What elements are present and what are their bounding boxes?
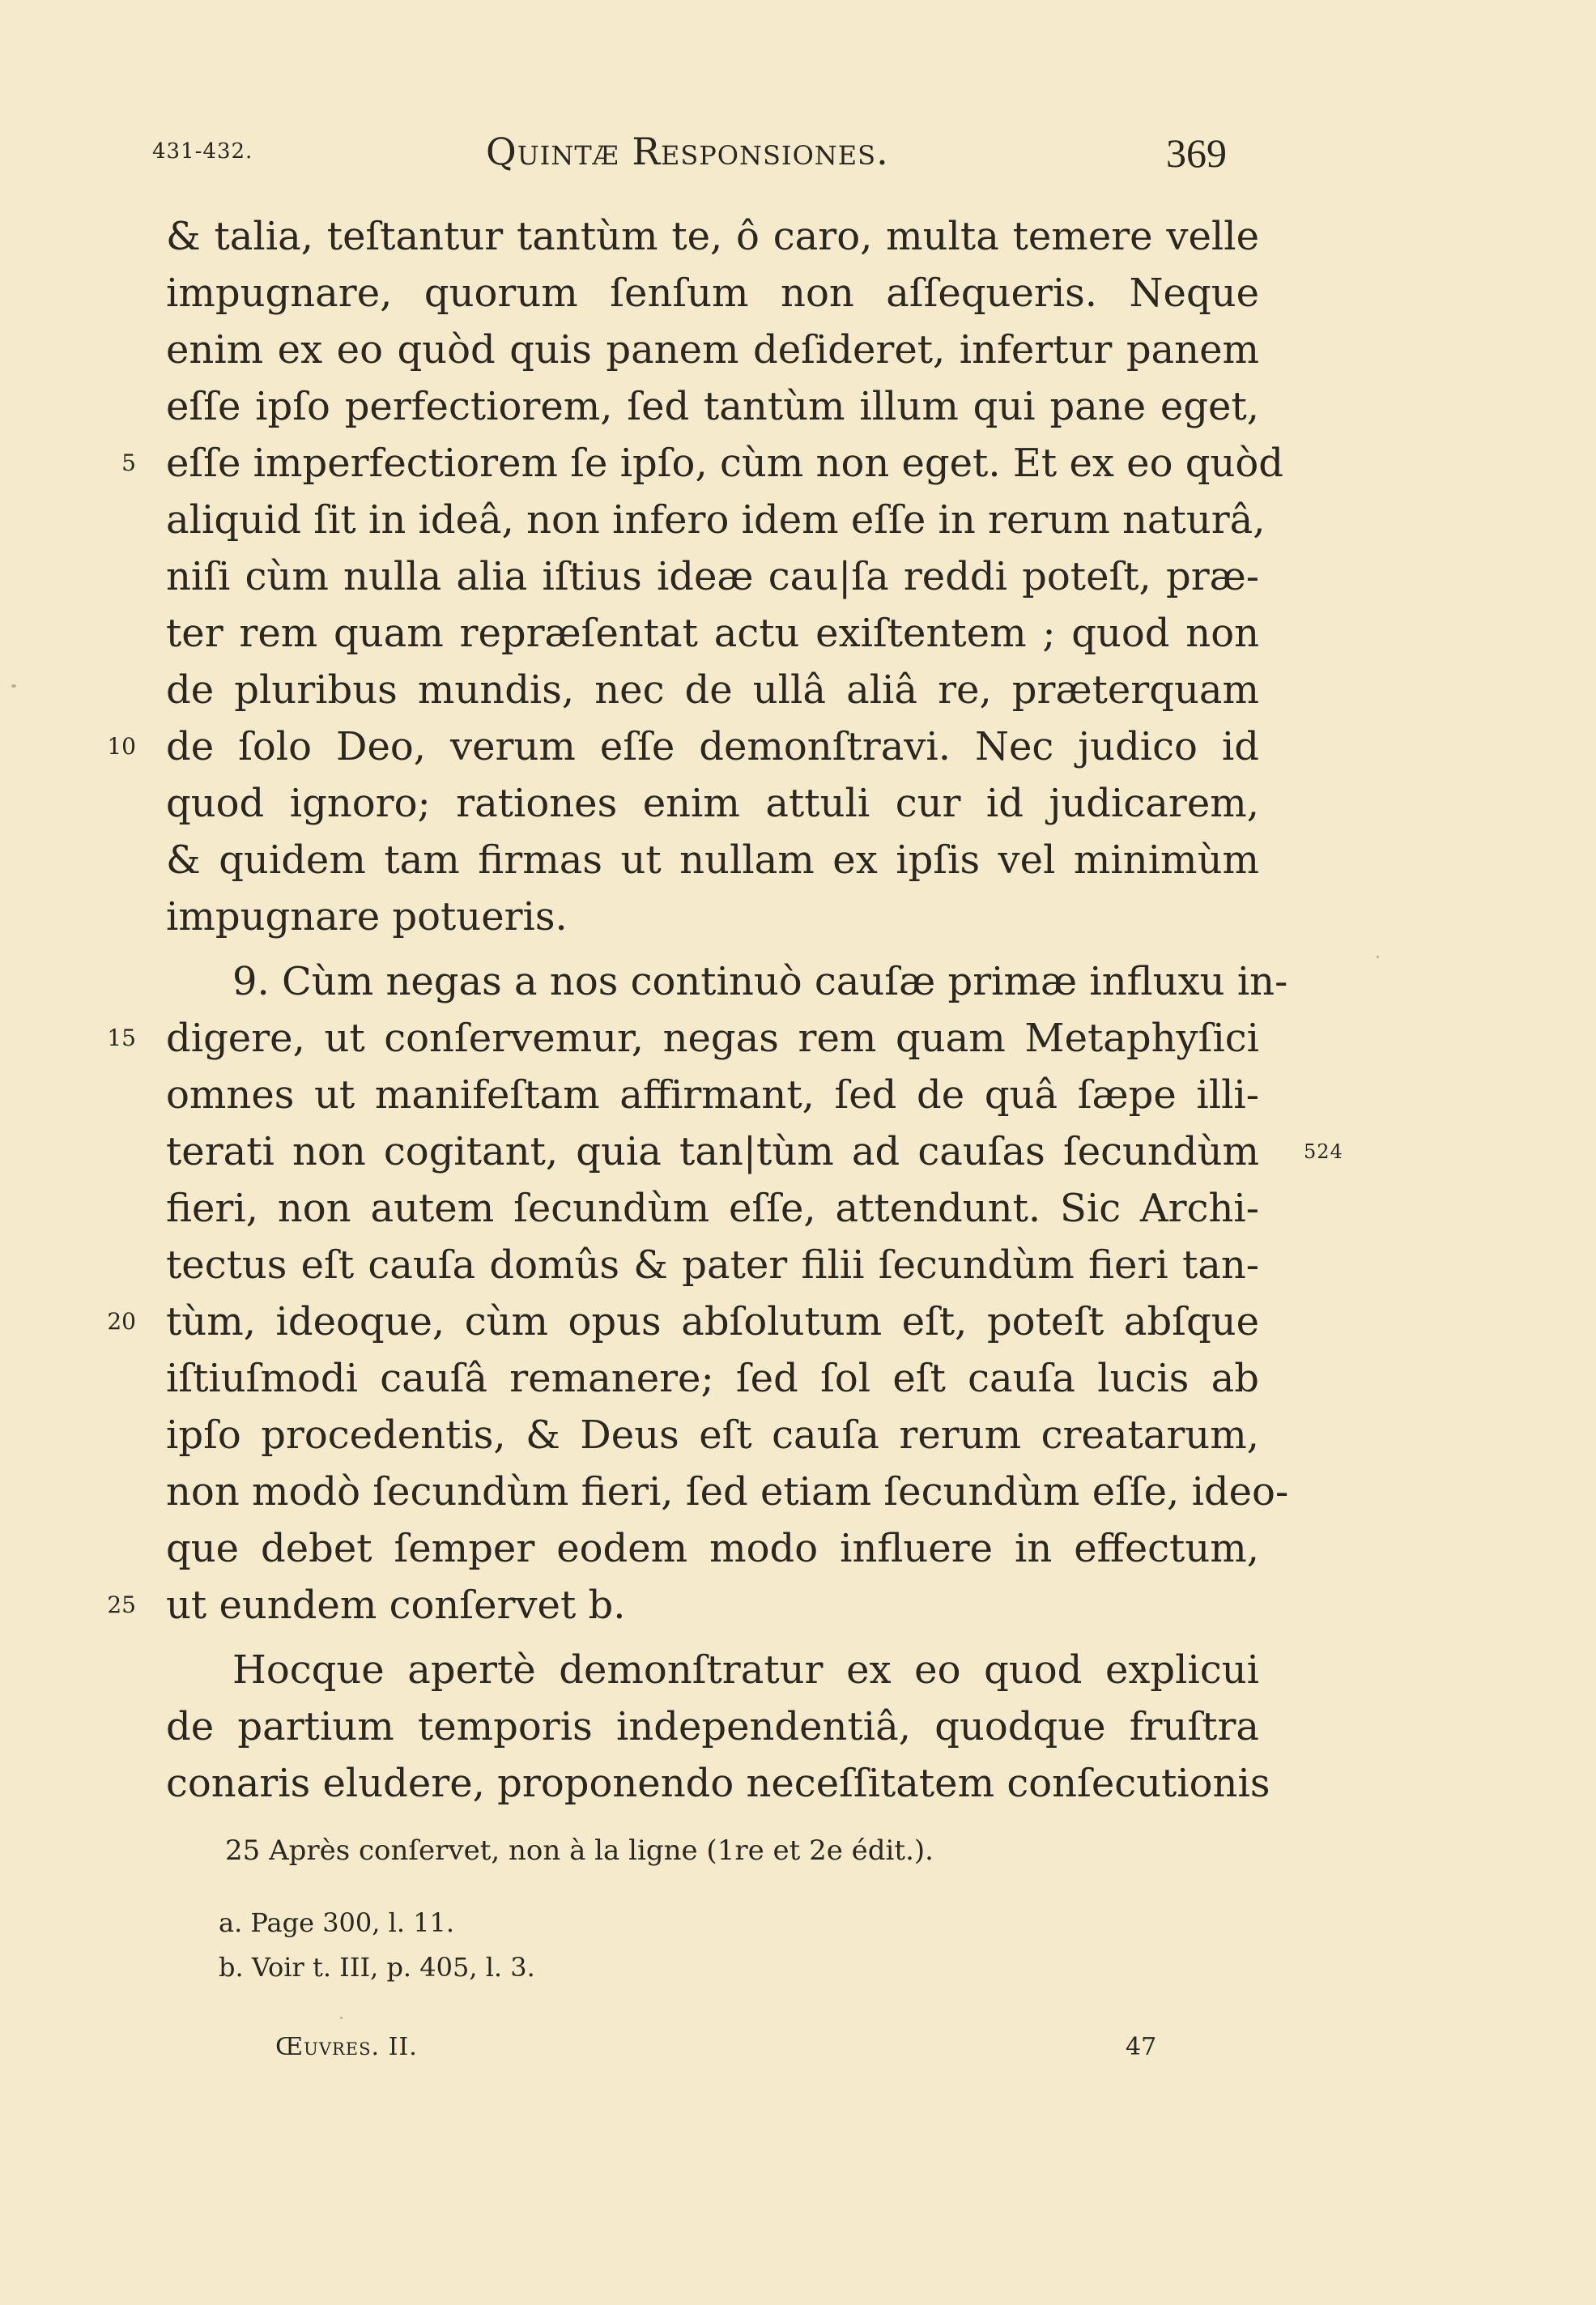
page-number: 369 (1166, 130, 1227, 176)
text-line: ipſo procedentis, & Deus eſt cauſa rerum creatarum, (166, 1412, 1259, 1458)
text-line: eſſe ipſo perfectiorem, ſed tantùm illum qui pane eget, (166, 384, 1259, 429)
footnote-a: a. Page 300, l. 11. (219, 1907, 455, 1938)
text-line: & quidem tam firmas ut nullam ex ipſis vel minimùm (166, 837, 1259, 883)
text-line: fieri, non autem ſecundùm eſſe, attendunt. Sic Archi- (166, 1186, 1259, 1231)
text-line: terati non cogitant, quia tan|tùm ad cauſas ſecundùm (166, 1129, 1259, 1174)
text-line: Hocque apertè demonſtratur ex eo quod explicui (232, 1647, 1259, 1693)
running-head (0, 130, 1596, 178)
margin-page-reference: 524 (1304, 1140, 1343, 1163)
signature-label: Œuvres. II. (275, 2033, 418, 2061)
line-number: 20 (107, 1308, 136, 1335)
text-line: ter rem quam repræſentat actu exiſtentem ; quod non (166, 611, 1259, 656)
text-line: conaris eludere, proponendo neceſſitatem conſecutionis (166, 1761, 1270, 1806)
text-line: iſtiuſmodi cauſâ remanere; ſed ſol eſt cauſa lucis ab (166, 1356, 1259, 1401)
text-line: enim ex eo quòd quis panem deſideret, infertur panem (166, 327, 1259, 373)
variant-note: 25 Après conſervet, non à la ligne (1re et 2e édit.). (225, 1834, 934, 1867)
text-line: & talia, teſtantur tantùm te, ô caro, multa temere velle (166, 214, 1259, 259)
text-line: ut eundem conſervet b. (166, 1583, 626, 1628)
text-line: quod ignoro; rationes enim attuli cur id judicarem, (166, 781, 1259, 826)
line-number: 10 (107, 733, 136, 760)
text-line: tectus eſt cauſa domûs & pater filii ſecundùm fieri tan- (166, 1242, 1259, 1288)
text-line: omnes ut manifeſtam affirmant, ſed de quâ ſæpe illi- (166, 1072, 1259, 1118)
text-line: eſſe imperfectiorem ſe ipſo, cùm non eget. Et ex eo quòd (166, 441, 1283, 486)
line-number: 25 (107, 1591, 136, 1618)
text-line: de ſolo Deo, verum eſſe demonſtravi. Nec judico id (166, 724, 1259, 769)
text-line: de pluribus mundis, nec de ullâ aliâ re, præterquam (166, 667, 1259, 713)
footnote-b: b. Voir t. III, p. 405, l. 3. (219, 1952, 535, 1983)
line-number: 15 (107, 1025, 136, 1051)
text-line: niſi cùm nulla alia iſtius ideæ cau|ſa reddi poteſt, præ- (166, 554, 1259, 599)
text-line: digere, ut conſervemur, negas rem quam Metaphyſici (166, 1016, 1259, 1061)
page-range: 431-432. (152, 139, 253, 164)
text-line: impugnare, quorum ſenſum non aſſequeris. Neque (166, 271, 1259, 316)
text-line: aliquid ſit in ideâ, non infero idem eſſe in rerum naturâ, (166, 497, 1266, 543)
text-line: tùm, ideoque, cùm opus abſolutum eſt, poteſt abſque (166, 1299, 1259, 1344)
signature-number: 47 (1126, 2033, 1157, 2061)
running-title: Quintæ Responsiones. (486, 130, 889, 173)
text-line: 9. Cùm negas a nos continuò cauſæ primæ influxu in- (232, 959, 1288, 1004)
text-line: de partium temporis independentiâ, quodque fruſtra (166, 1704, 1259, 1749)
text-line: que debet ſemper eodem modo influere in effectum, (166, 1526, 1259, 1571)
text-line: non modò ſecundùm fieri, ſed etiam ſecundùm eſſe, ideo- (166, 1469, 1289, 1515)
line-number: 5 (121, 449, 136, 476)
text-line: impugnare potueris. (166, 894, 568, 939)
